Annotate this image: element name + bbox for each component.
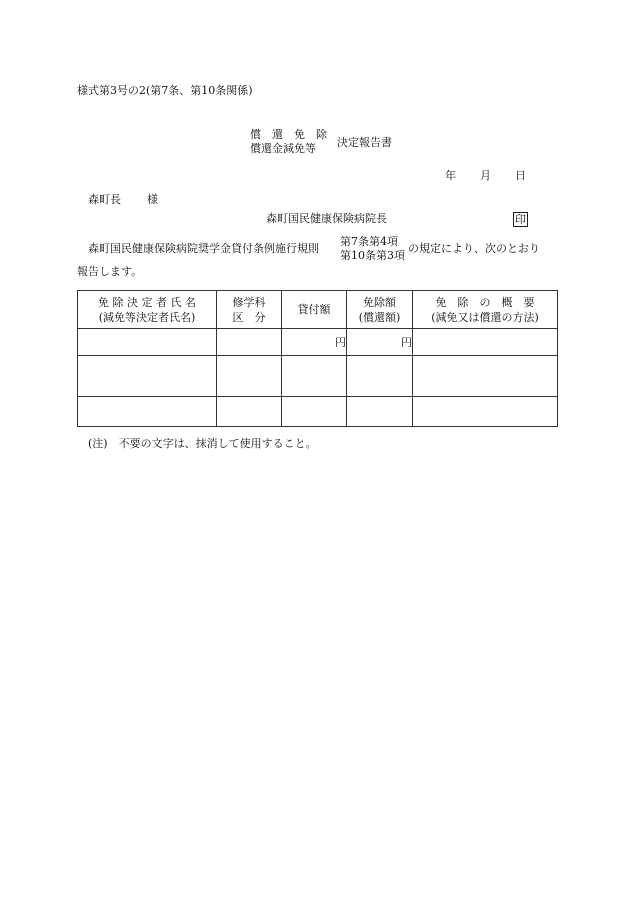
header-summary: 免 除 の 概 要 (減免又は償還の方法)	[413, 291, 558, 329]
cell-name	[78, 397, 217, 427]
date-year: 年	[445, 169, 456, 182]
cell-loan-amount	[282, 356, 347, 397]
addressee-honorific: 様	[147, 193, 158, 206]
cell-summary	[413, 329, 558, 356]
cell-category	[217, 397, 282, 427]
title-option-reduction: 償還金減免等	[250, 142, 316, 155]
header-name: 免 除 決 定 者 氏 名 (減免等決定者氏名)	[78, 291, 217, 329]
cell-exempt-amount	[347, 356, 413, 397]
body-suffix: の規定により、次のとおり	[408, 242, 540, 255]
cell-summary	[413, 397, 558, 427]
date-month: 月	[480, 169, 491, 182]
yen-unit: 円	[335, 336, 346, 349]
table-header-row	[78, 291, 558, 329]
cell-loan-amount	[282, 329, 347, 356]
header-category: 修学科 区 分	[217, 291, 282, 329]
cell-name	[78, 329, 217, 356]
cell-exempt-amount	[347, 397, 413, 427]
title-suffix: 決定報告書	[337, 136, 392, 149]
body-clauses	[340, 235, 405, 263]
footnote: (注) 不要の文字は、抹消して使用すること。	[88, 437, 317, 450]
table-row	[78, 329, 558, 356]
issuer-name: 森町国民健康保険病院長	[266, 212, 387, 225]
date-day: 日	[515, 169, 526, 182]
yen-unit: 円	[401, 336, 412, 349]
cell-summary	[413, 356, 558, 397]
body-clause-1: 第7条第4項	[340, 235, 398, 248]
cell-loan-amount	[282, 397, 347, 427]
header-exempt-amount: 免除額 (償還額)	[347, 291, 413, 329]
form-number: 様式第3号の2(第7条、第10条関係)	[77, 84, 253, 97]
report-table	[77, 290, 558, 427]
table-row	[78, 397, 558, 427]
table-row	[78, 356, 558, 397]
body-clause-2: 第10条第3項	[340, 249, 405, 262]
cell-category	[217, 329, 282, 356]
addressee-name: 森町長	[88, 193, 121, 206]
cell-exempt-amount	[347, 329, 413, 356]
seal-mark: 印	[515, 213, 526, 226]
title-option-exemption: 償 還 免 除	[250, 128, 327, 141]
header-loan-amount: 貸付額	[282, 291, 347, 329]
body-line2: 報告します。	[77, 265, 143, 278]
cell-category	[217, 356, 282, 397]
body-prefix: 森町国民健康保険病院奨学金貸付条例施行規則	[88, 242, 319, 255]
title-options	[250, 128, 327, 156]
cell-name	[78, 356, 217, 397]
